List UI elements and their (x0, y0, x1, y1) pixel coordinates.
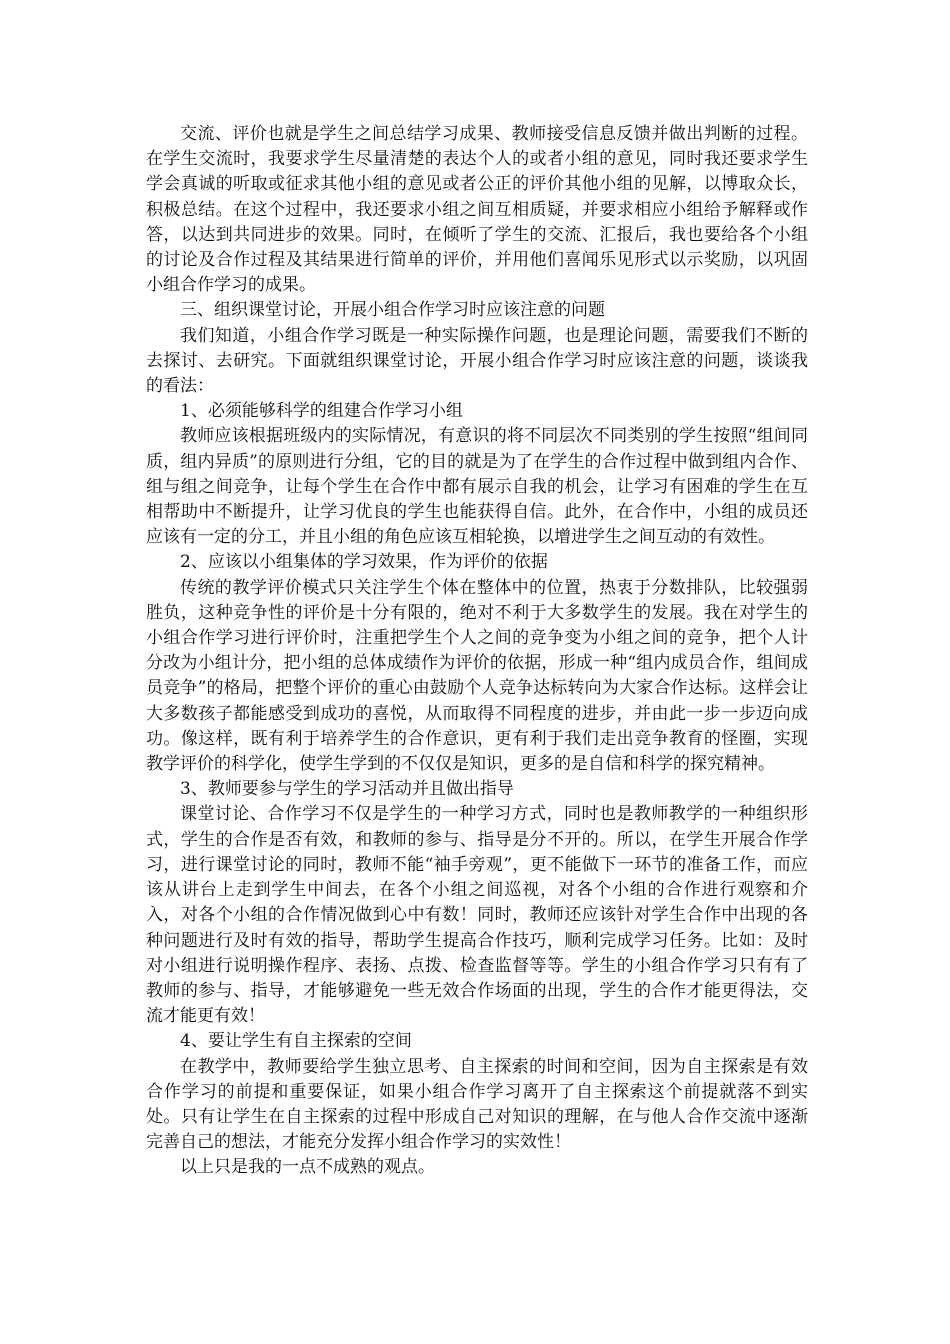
paragraph-evaluation-exchange: 交流、评价也就是学生之间总结学习成果、教师接受信息反馈并做出判断的过程。在学生交流时，我要求学生尽量清楚的表达个人的或者小组的意见，同时我还要求学生学会真诚的听取或征求其他小组的意见或者公正的评价其他小组的见解，以博取众长，积极总结。在这个过程中，我还要求小组之间互相质疑，并要求相应小组给予解释或作答，以达到共同进步的效果。同时，在倾听了学生的交流、汇报后，我也要给各个小组的讨论及合作过程及其结果进行简单的评价，并用他们喜闻乐见形式以示奖励，以巩固小组合作学习的成果。 (146, 124, 808, 296)
subheading-4: 4、要让学生有自主探索的空间 (180, 1031, 412, 1052)
paragraph-closing: 以上只是我的一点不成熟的观点。 (180, 1157, 435, 1178)
section-heading-3: 三、组织课堂讨论，开展小组合作学习时应该注意的问题 (180, 300, 605, 321)
paragraph-grouping: 教师应该根据班级内的实际情况，有意识的将不同层次不同类别的学生按照“组间同质，组内异质”的原则进行分组，它的目的就是为了在学生的合作过程中做到组内合作、组与组之间竞争，让每个学生在合作中都有展示自我的机会，让学习有困难的学生在互相帮助中不断提升，让学习优良的学生也能获得自信。此外，在合作中，小组的成员还应该有一定的分工，并且小组的角色应该互相轮换，以增进学生之间互动的有效性。 (146, 426, 808, 548)
subheading-1: 1、必须能够科学的组建合作学习小组 (180, 401, 463, 422)
document-page (146, 122, 808, 1181)
paragraph-group-evaluation: 传统的教学评价模式只关注学生个体在整体中的位置，热衷于分数排队，比较强弱胜负，这种竞争性的评价是十分有限的，绝对不利于大多数学生的发展。我在对学生的小组合作学习进行评价时，注重把学生个人之间的竞争变为小组之间的竞争，把个人计分改为小组计分，把小组的总体成绩作为评价的依据，形成一种“组内成员合作，组间成员竞争”的格局，把整个评价的重心由鼓励个人竞争达标转向为大家合作达标。这样会让大多数孩子都能感受到成功的喜悦，从而取得不同程度的进步，并由此一步一步迈向成功。像这样，既有利于培养学生的合作意识，更有利于我们走出竞争教育的怪圈，实现教学评价的科学化，使学生学到的不仅仅是知识，更多的是自信和科学的探究精神。 (146, 577, 808, 775)
paragraph-intro: 我们知道，小组合作学习既是一种实际操作问题，也是理论问题，需要我们不断的去探讨、去研究。下面就组织课堂讨论，开展小组合作学习时应该注意的问题，谈谈我的看法： (146, 325, 808, 397)
paragraph-teacher-guidance: 课堂讨论、合作学习不仅是学生的一种学习方式，同时也是教师教学的一种组织形式，学生的合作是否有效，和教师的参与、指导是分不开的。所以，在学生开展合作学习，进行课堂讨论的同时，教师不能“袖手旁观”，更不能做下一环节的准备工作，而应该从讲台上走到学生中间去，在各个小组之间巡视，对各个小组的合作进行观察和介入，对各个小组的合作情况做到心中有数！同时，教师还应该针对学生合作中出现的各种问题进行及时有效的指导，帮助学生提高合作技巧，顺利完成学习任务。比如：及时对小组进行说明操作程序、表扬、点拨、检查监督等等。学生的小组合作学习只有有了教师的参与、指导，才能够避免一些无效合作场面的出现，学生的合作才能更得法，交流才能更有效！ (146, 804, 808, 1027)
paragraph-self-exploration: 在教学中，教师要给学生独立思考、自主探索的时间和空间，因为自主探索是有效合作学习的前提和重要保证，如果小组合作学习离开了自主探索这个前提就落不到实处。只有让学生在自主探索的过程中形成自己对知识的理解，在与他人合作交流中逐渐完善自己的想法，才能充分发挥小组合作学习的实效性！ (146, 1056, 808, 1153)
subheading-2: 2、应该以小组集体的学习效果，作为评价的依据 (180, 552, 548, 573)
subheading-3: 3、教师要参与学生的学习活动并且做出指导 (180, 779, 514, 800)
